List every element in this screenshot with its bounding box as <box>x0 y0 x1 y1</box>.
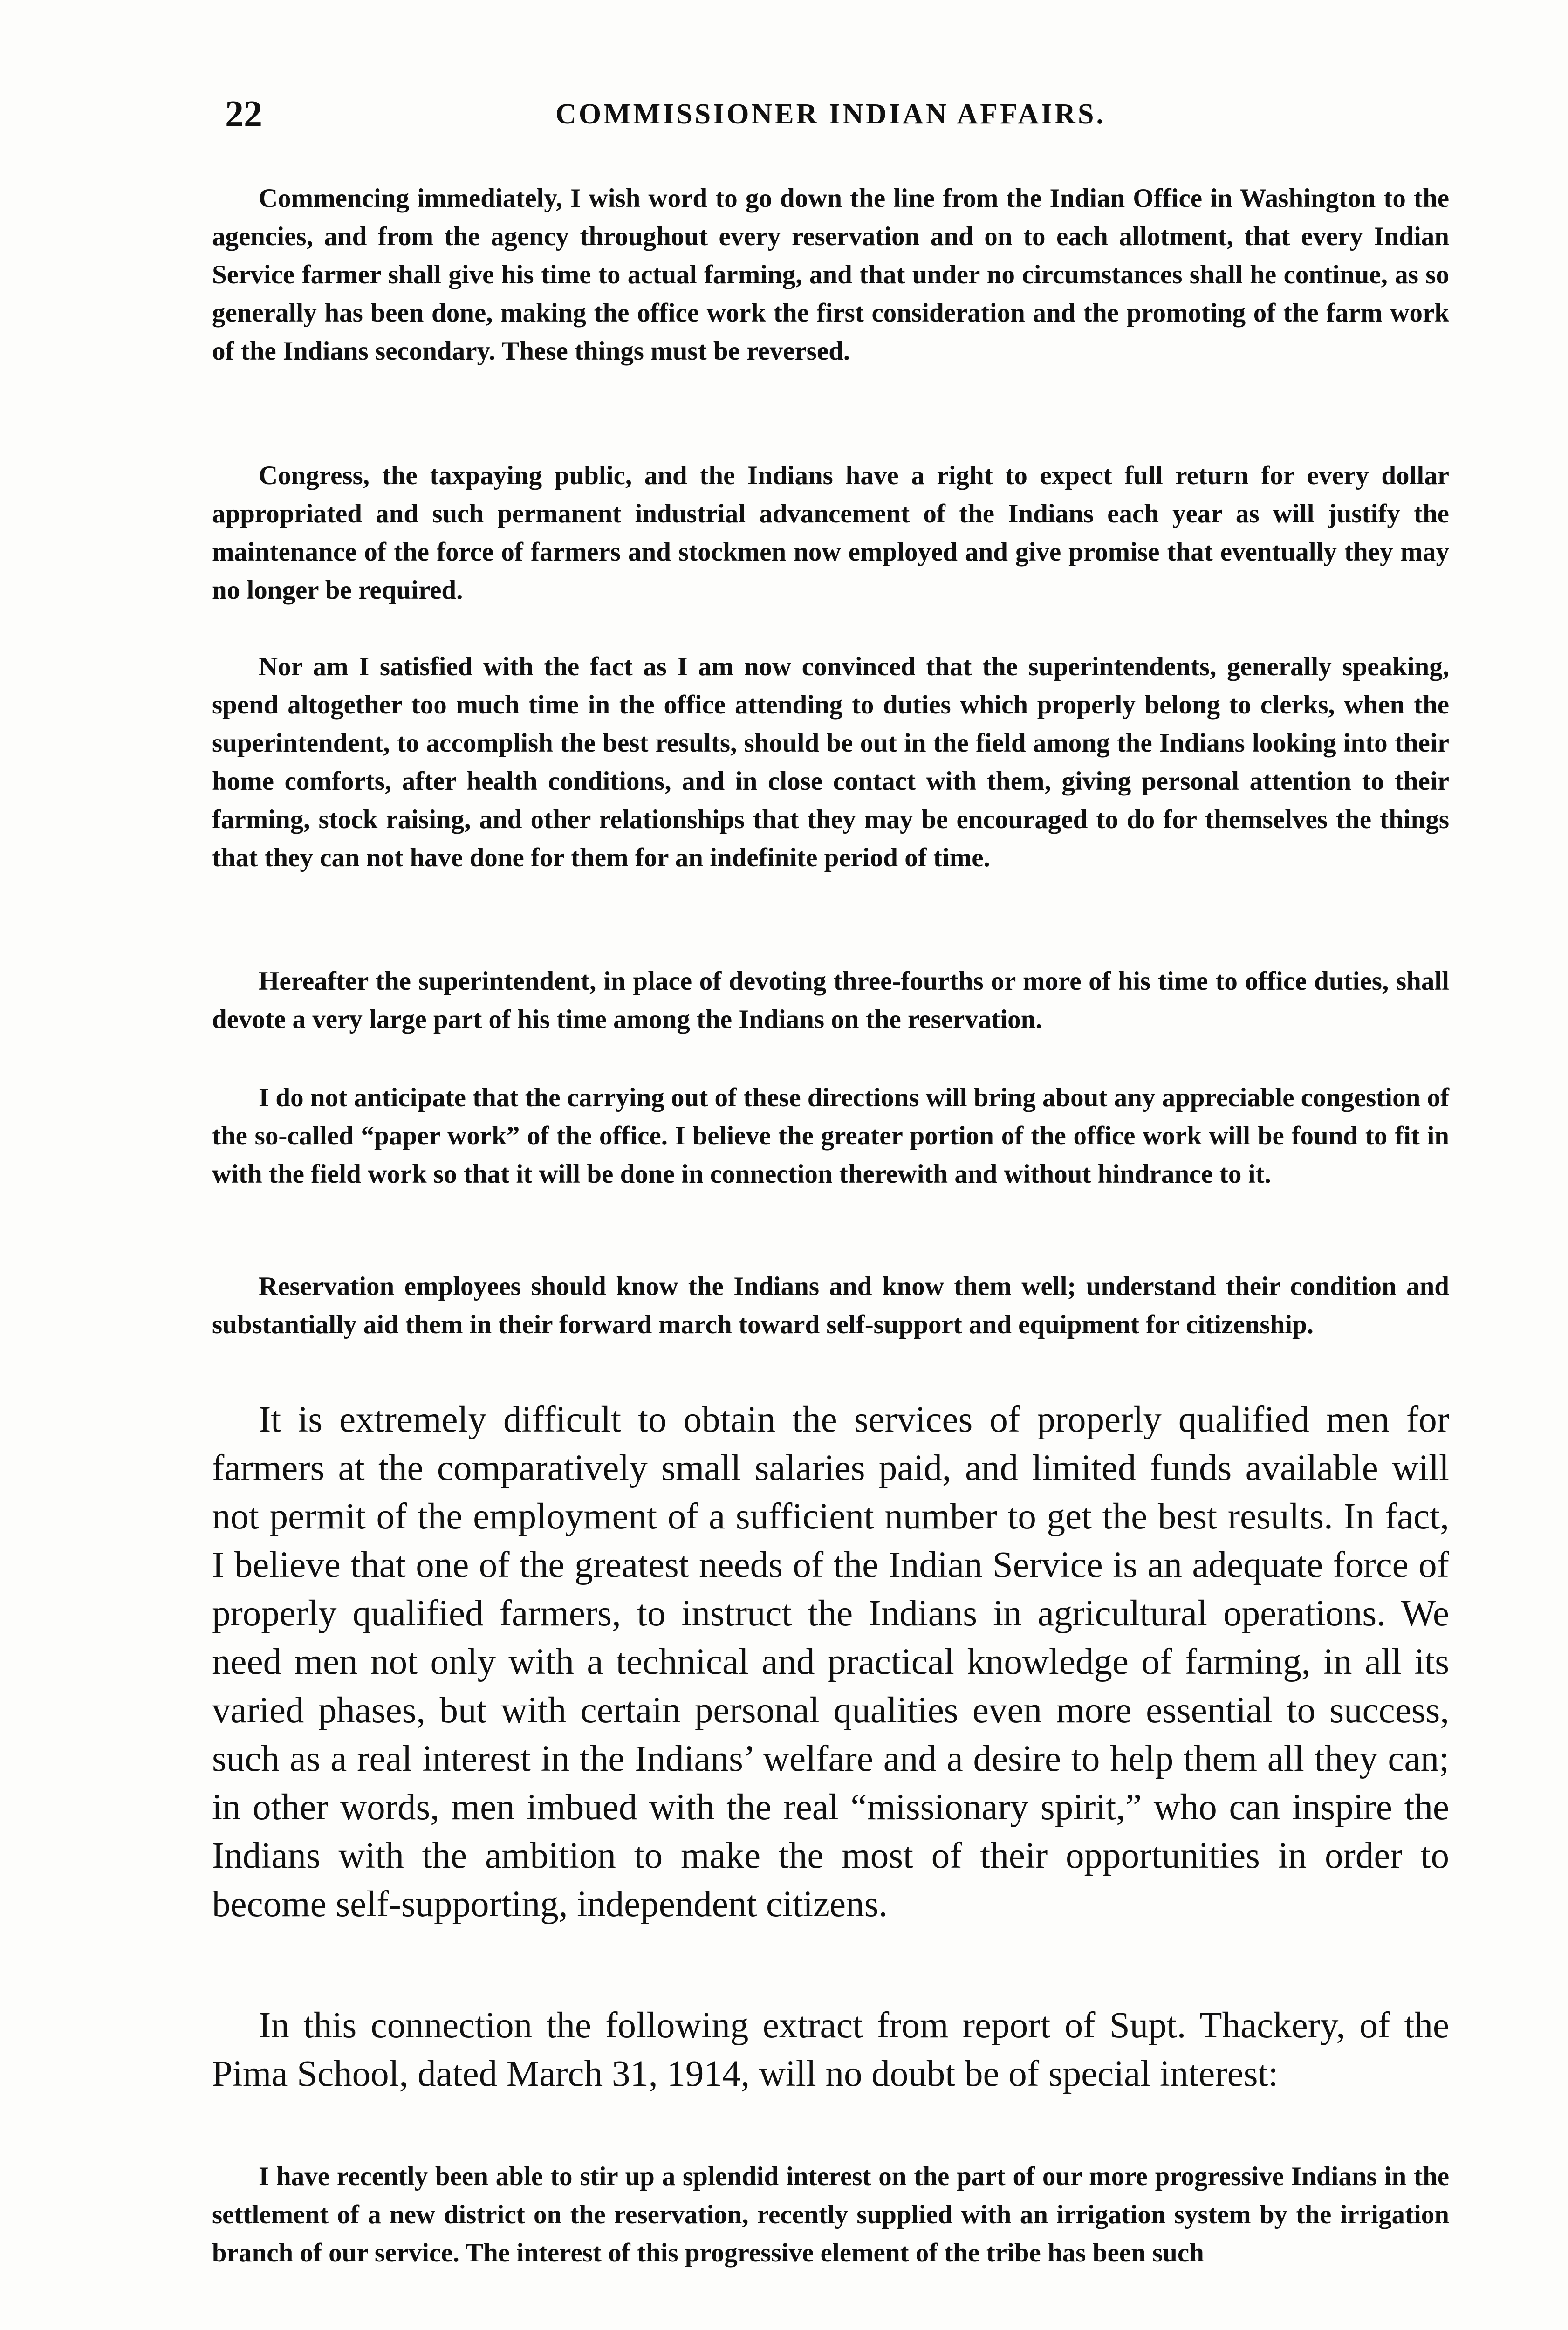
page-number: 22 <box>225 94 262 135</box>
page-header <box>212 93 1449 144</box>
quoted-paragraph: Commencing immediately, I wish word to go down the line from the Indian Office in Washington to the agencies, and from the agency throughout every reservation and on to each allotment, that every Indian Service farmer shall give his time to actual farming, and that under no circumstances shall he continue, as so generally has been done, making the office work the first consideration and the promoting of the farm work of the Indians secondary. These things must be reversed. <box>212 184 1449 366</box>
quoted-paragraph: Congress, the taxpaying public, and the Indians have a right to expect full return for every dollar appropriated and such permanent industrial advancement of the Indians each year as will justify the maintenance of the force of farmers and stockmen now employed and give promise that eventually they may no longer be required. <box>212 461 1449 605</box>
quoted-paragraph: Nor am I satisfied with the fact as I am now convinced that the superintendents, generally speaking, spend altogether too much time in the office attending to duties which properly belong to clerks, when the superintendent, to accomplish the best results, should be out in the field among the Indians looking into their home comforts, after health conditions, and in close contact with them, giving personal attention to their farming, stock raising, and other relationships that they may be encouraged to do for themselves the things that they can not have done for them for an indefinite period of time. <box>212 652 1449 872</box>
quoted-paragraph: I do not anticipate that the carrying out of these directions will bring about any appreciable congestion of the so-called “paper work” of the office. I believe the greater portion of the office work will be found to fit in with the field work so that it will be done in connection therewith and without hindrance to it. <box>212 1083 1449 1189</box>
quoted-paragraph: Reservation employees should know the Indians and know them well; understand their condition and substantially aid them in their forward march toward self-support and equipment for citizenship. <box>212 1272 1449 1339</box>
extract-paragraph: I have recently been able to stir up a splendid interest on the part of our more progressive Indians in the settlement of a new district on the reservation, recently supplied with an irrigation system by the irrigation branch of our service. The interest of this progressive element of the tribe has been such <box>212 2162 1449 2268</box>
quoted-paragraph: Hereafter the superintendent, in place of devoting three-fourths or more of his time to office duties, shall devote a very large part of his time among the Indians on the reservation. <box>212 966 1449 1034</box>
body-paragraph: It is extremely difficult to obtain the services of properly qualified men for farmers at the comparatively small salaries paid, and limited funds available will not permit of the employment of a sufficient number to get the best results. In fact, I believe that one of the greatest needs of the Indian Service is an adequate force of properly qualified farmers, to instruct the Indians in agricultural operations. We need men not only with a technical and practical knowledge of farming, in all its varied phases, but with certain personal qualities even more essential to success, such as a real interest in the Indians’ welfare and a desire to help them all they can; in other words, men imbued with the real “missionary spirit,” who can inspire the Indians with the ambition to make the most of their opportunities in order to become self-supporting, independent citizens. <box>212 1399 1449 1925</box>
body-paragraph: In this connection the following extract from report of Supt. Thackery, of the Pima School, dated March 31, 1914, will no doubt be of special interest: <box>212 2005 1449 2094</box>
running-title: COMMISSIONER INDIAN AFFAIRS. <box>555 98 1106 130</box>
